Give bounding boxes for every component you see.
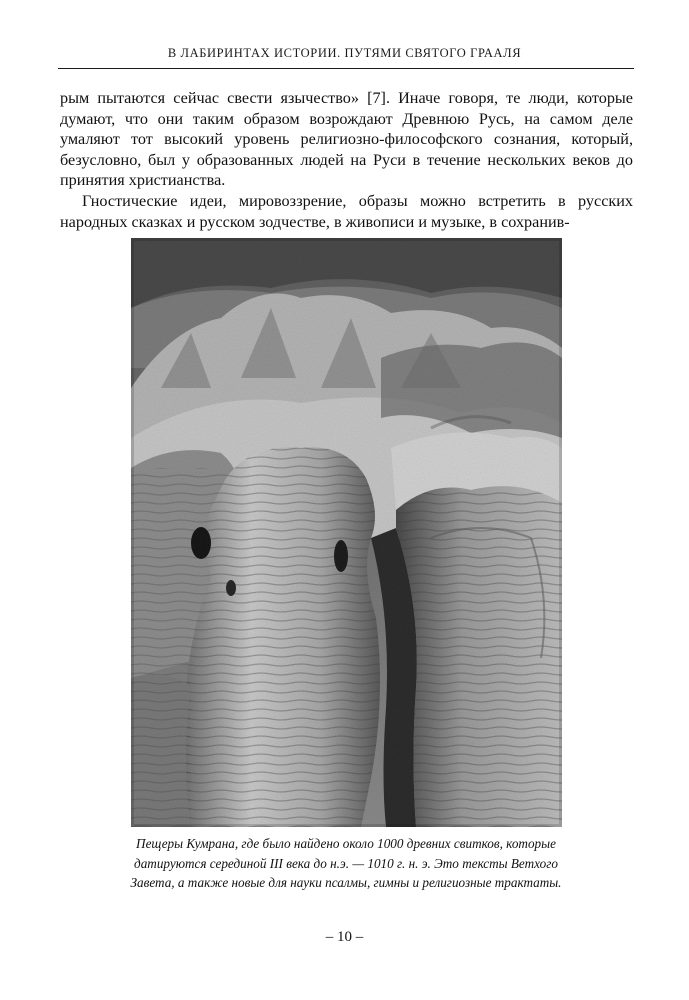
paragraph-1: рым пытаются сейчас свести язычество» [7]. Иначе говоря, те люди, которые думают, что они таким образом возрождают Древнюю Русь, на самом деле умаляют тот высокий уровень религиозно-философского сознания, который, безусловно, был у образованных людей на Руси в течение нескольких веков до принятия христианства. bbox=[60, 89, 633, 190]
figure-caption bbox=[110, 834, 582, 893]
qumran-caves-photo bbox=[131, 238, 562, 827]
caption-line-3: Завета, а также новые для науки псалмы, гимны и религиозные трактаты. bbox=[130, 875, 562, 890]
photo-rock-formation bbox=[131, 238, 562, 827]
paragraph-2: Гностические идеи, мировоззрение, образы можно встретить в русских народных сказках и русском зодчестве, в живописи и музыке, в сохранив- bbox=[60, 191, 633, 231]
caption-line-1: Пещеры Кумрана, где было найдено около 1000 древних свитков, которые bbox=[136, 836, 556, 851]
body-text bbox=[60, 88, 633, 232]
running-title: В ЛАБИРИНТАХ ИСТОРИИ. ПУТЯМИ СВЯТОГО ГРААЛЯ bbox=[167, 46, 522, 60]
caption-line-2: датируются серединой III века до н.э. — 1010 г. н. э. Это тексты Ветхого bbox=[134, 855, 558, 871]
page-number: – 10 – bbox=[325, 929, 364, 945]
header-rule bbox=[58, 68, 634, 69]
